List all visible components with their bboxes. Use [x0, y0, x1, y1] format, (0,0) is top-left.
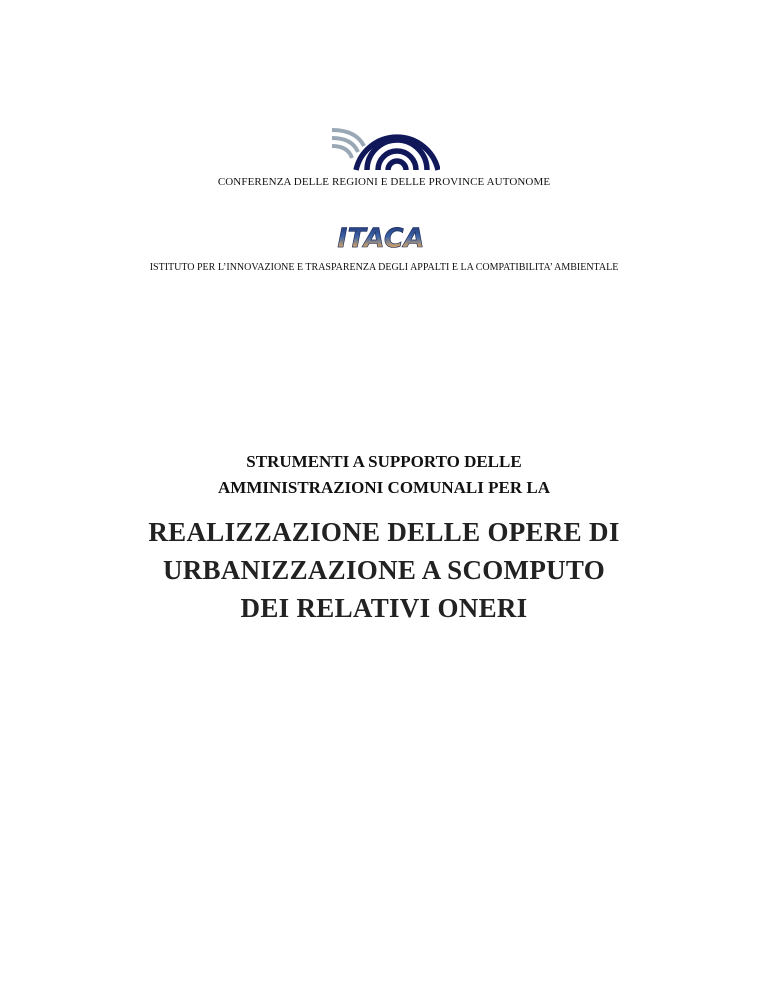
itaca-logo-text: ITACA — [337, 223, 425, 252]
conference-name: CONFERENZA DELLE REGIONI E DELLE PROVINCE AUTONOME — [217, 176, 551, 188]
subtitle-line: AMMINISTRAZIONI COMUNALI PER LA — [218, 478, 550, 497]
title-line: URBANIZZAZIONE A SCOMPUTO — [162, 555, 606, 585]
itaca-logo — [320, 222, 442, 252]
cover-title — [0, 513, 768, 627]
title-line: REALIZZAZIONE DELLE OPERE DI — [148, 517, 620, 547]
title-line: DEI RELATIVI ONERI — [240, 593, 528, 623]
subtitle-line: STRUMENTI A SUPPORTO DELLE — [246, 452, 522, 471]
conference-logo-icon — [326, 126, 440, 172]
cover-subtitle — [0, 449, 768, 501]
itaca-institute-name: ISTITUTO PER L’INNOVAZIONE E TRASPARENZA DEGLI APPALTI E LA COMPATIBILITA’ AMBIENTALE — [149, 262, 619, 273]
